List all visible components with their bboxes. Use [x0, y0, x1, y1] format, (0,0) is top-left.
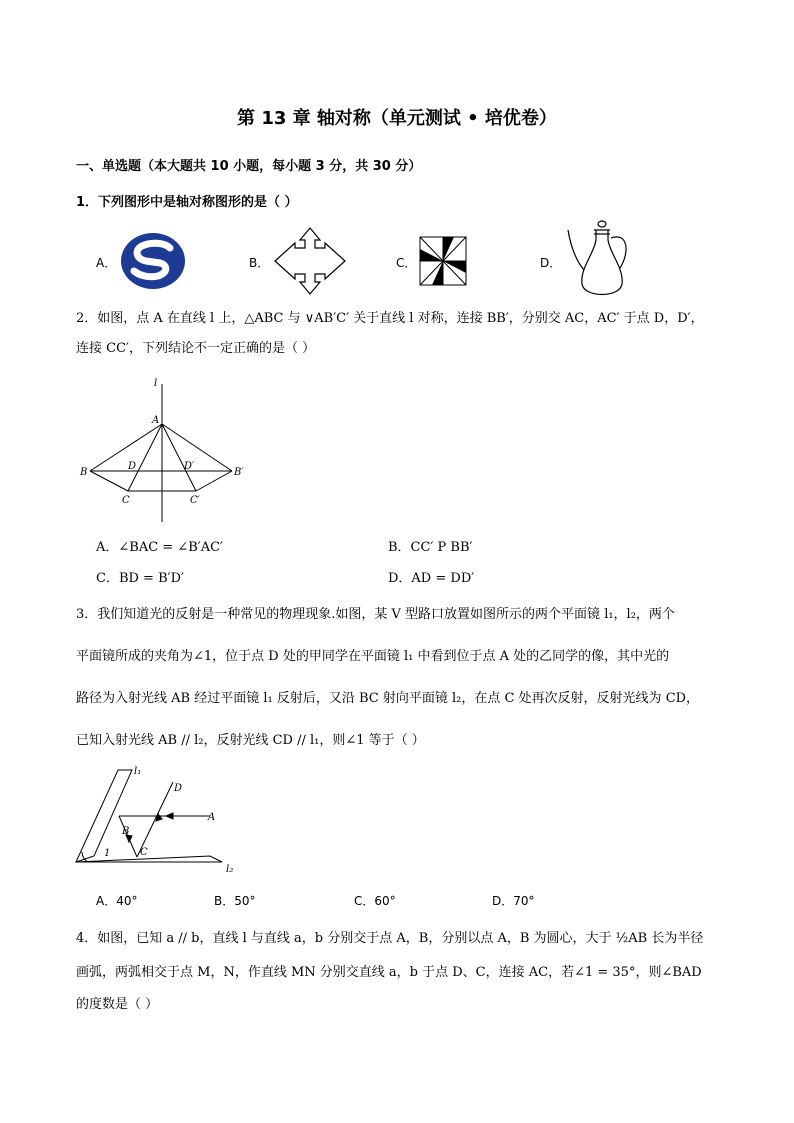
q2-figure [76, 376, 256, 526]
q1-stem: 1．下列图形中是轴对称图形的是（ ） [76, 195, 298, 210]
page-title: 第 13 章 轴对称（单元测试 • 培优卷） [237, 108, 557, 129]
q1-option-a[interactable]: A． [96, 256, 117, 270]
q4-line3: 的度数是（ ） [76, 997, 159, 1012]
arrow-cross-figure [273, 226, 347, 296]
q3-option-c[interactable]: C．60° [354, 894, 396, 908]
q1-option-d[interactable]: D． [540, 256, 562, 270]
q3-label-c: C [140, 847, 148, 858]
q3-line4: 已知入射光线 AB // l₂，反射光线 CD // l₁，则∠1 等于（ ） [76, 733, 425, 748]
q2-line2: 连接 CC′，下列结论不一定正确的是（ ） [76, 341, 316, 356]
q3-label-angle1: 1 [104, 848, 111, 859]
q2-line1: 2．如图，点 A 在直线 l 上，△ABC 与 ∨AB′C′ 关于直线 l 对称，连接 BB′，分别交 AC，AC′ 于点 D，D′， [76, 311, 704, 326]
q3-option-d[interactable]: D．70° [492, 894, 535, 908]
q2-option-a[interactable]: A．∠BAC = ∠B′AC′ [96, 540, 224, 555]
q2-label-d-prime: D′ [184, 461, 195, 472]
teapot-figure [566, 218, 632, 302]
q2-label-b-prime: B′ [234, 467, 244, 478]
q2-label-a: A [152, 415, 160, 426]
q2-label-b: B [80, 467, 88, 478]
q2-option-c[interactable]: C．BD = B′D′ [96, 571, 184, 586]
q3-line1: 3．我们知道光的反射是一种常见的物理现象.如图，某 V 型路口放置如图所示的两个平面镜 l₁，l₂，两个 [76, 607, 675, 622]
q2-option-b[interactable]: B．CC′ P BB′ [388, 540, 473, 555]
section-heading: 一、单选题（本大题共 10 小题，每小题 3 分，共 30 分） [76, 159, 422, 174]
q4-line1: 4．如图，已知 a // b，直线 l 与直线 a，b 分别交于点 A，B，分别以点 A，B 为圆心，大于 ½AB 长为半径 [76, 931, 704, 946]
q3-line2: 平面镜所成的夹角为∠1，位于点 D 处的甲同学在平面镜 l₁ 中看到位于点 A 处的乙同学的像，其中光的 [76, 649, 670, 664]
q4-line2: 画弧，两弧相交于点 M，N，作直线 MN 分别交直线 a，b 于点 D、C，连接 AC，若∠1 = 35°，则∠BAD [76, 965, 702, 980]
q1-option-c[interactable]: C． [396, 256, 417, 270]
q2-label-d: D [128, 461, 137, 472]
q3-option-a[interactable]: A．40° [96, 894, 138, 908]
q1-option-b[interactable]: B． [249, 256, 270, 270]
q2-option-d[interactable]: D．AD = DD′ [388, 571, 475, 586]
q3-label-l1: l₁ [134, 766, 142, 777]
q3-label-a: A [208, 812, 216, 823]
q3-label-b: B [122, 826, 130, 837]
q3-line3: 路径为入射光线 AB 经过平面镜 l₁ 反射后，又沿 BC 射向平面镜 l₂，在点 C 处再次反射，反射光线为 CD， [76, 691, 700, 706]
q3-option-b[interactable]: B．50° [214, 894, 256, 908]
q3-label-d: D [174, 783, 183, 794]
q3-figure [70, 764, 250, 880]
q2-label-l: l [154, 378, 158, 389]
s-logo-figure [120, 232, 186, 290]
pinwheel-figure [419, 236, 467, 286]
q3-label-l2: l₂ [226, 864, 234, 875]
q2-label-c-prime: C′ [190, 495, 200, 506]
q2-label-c: C [122, 495, 130, 506]
